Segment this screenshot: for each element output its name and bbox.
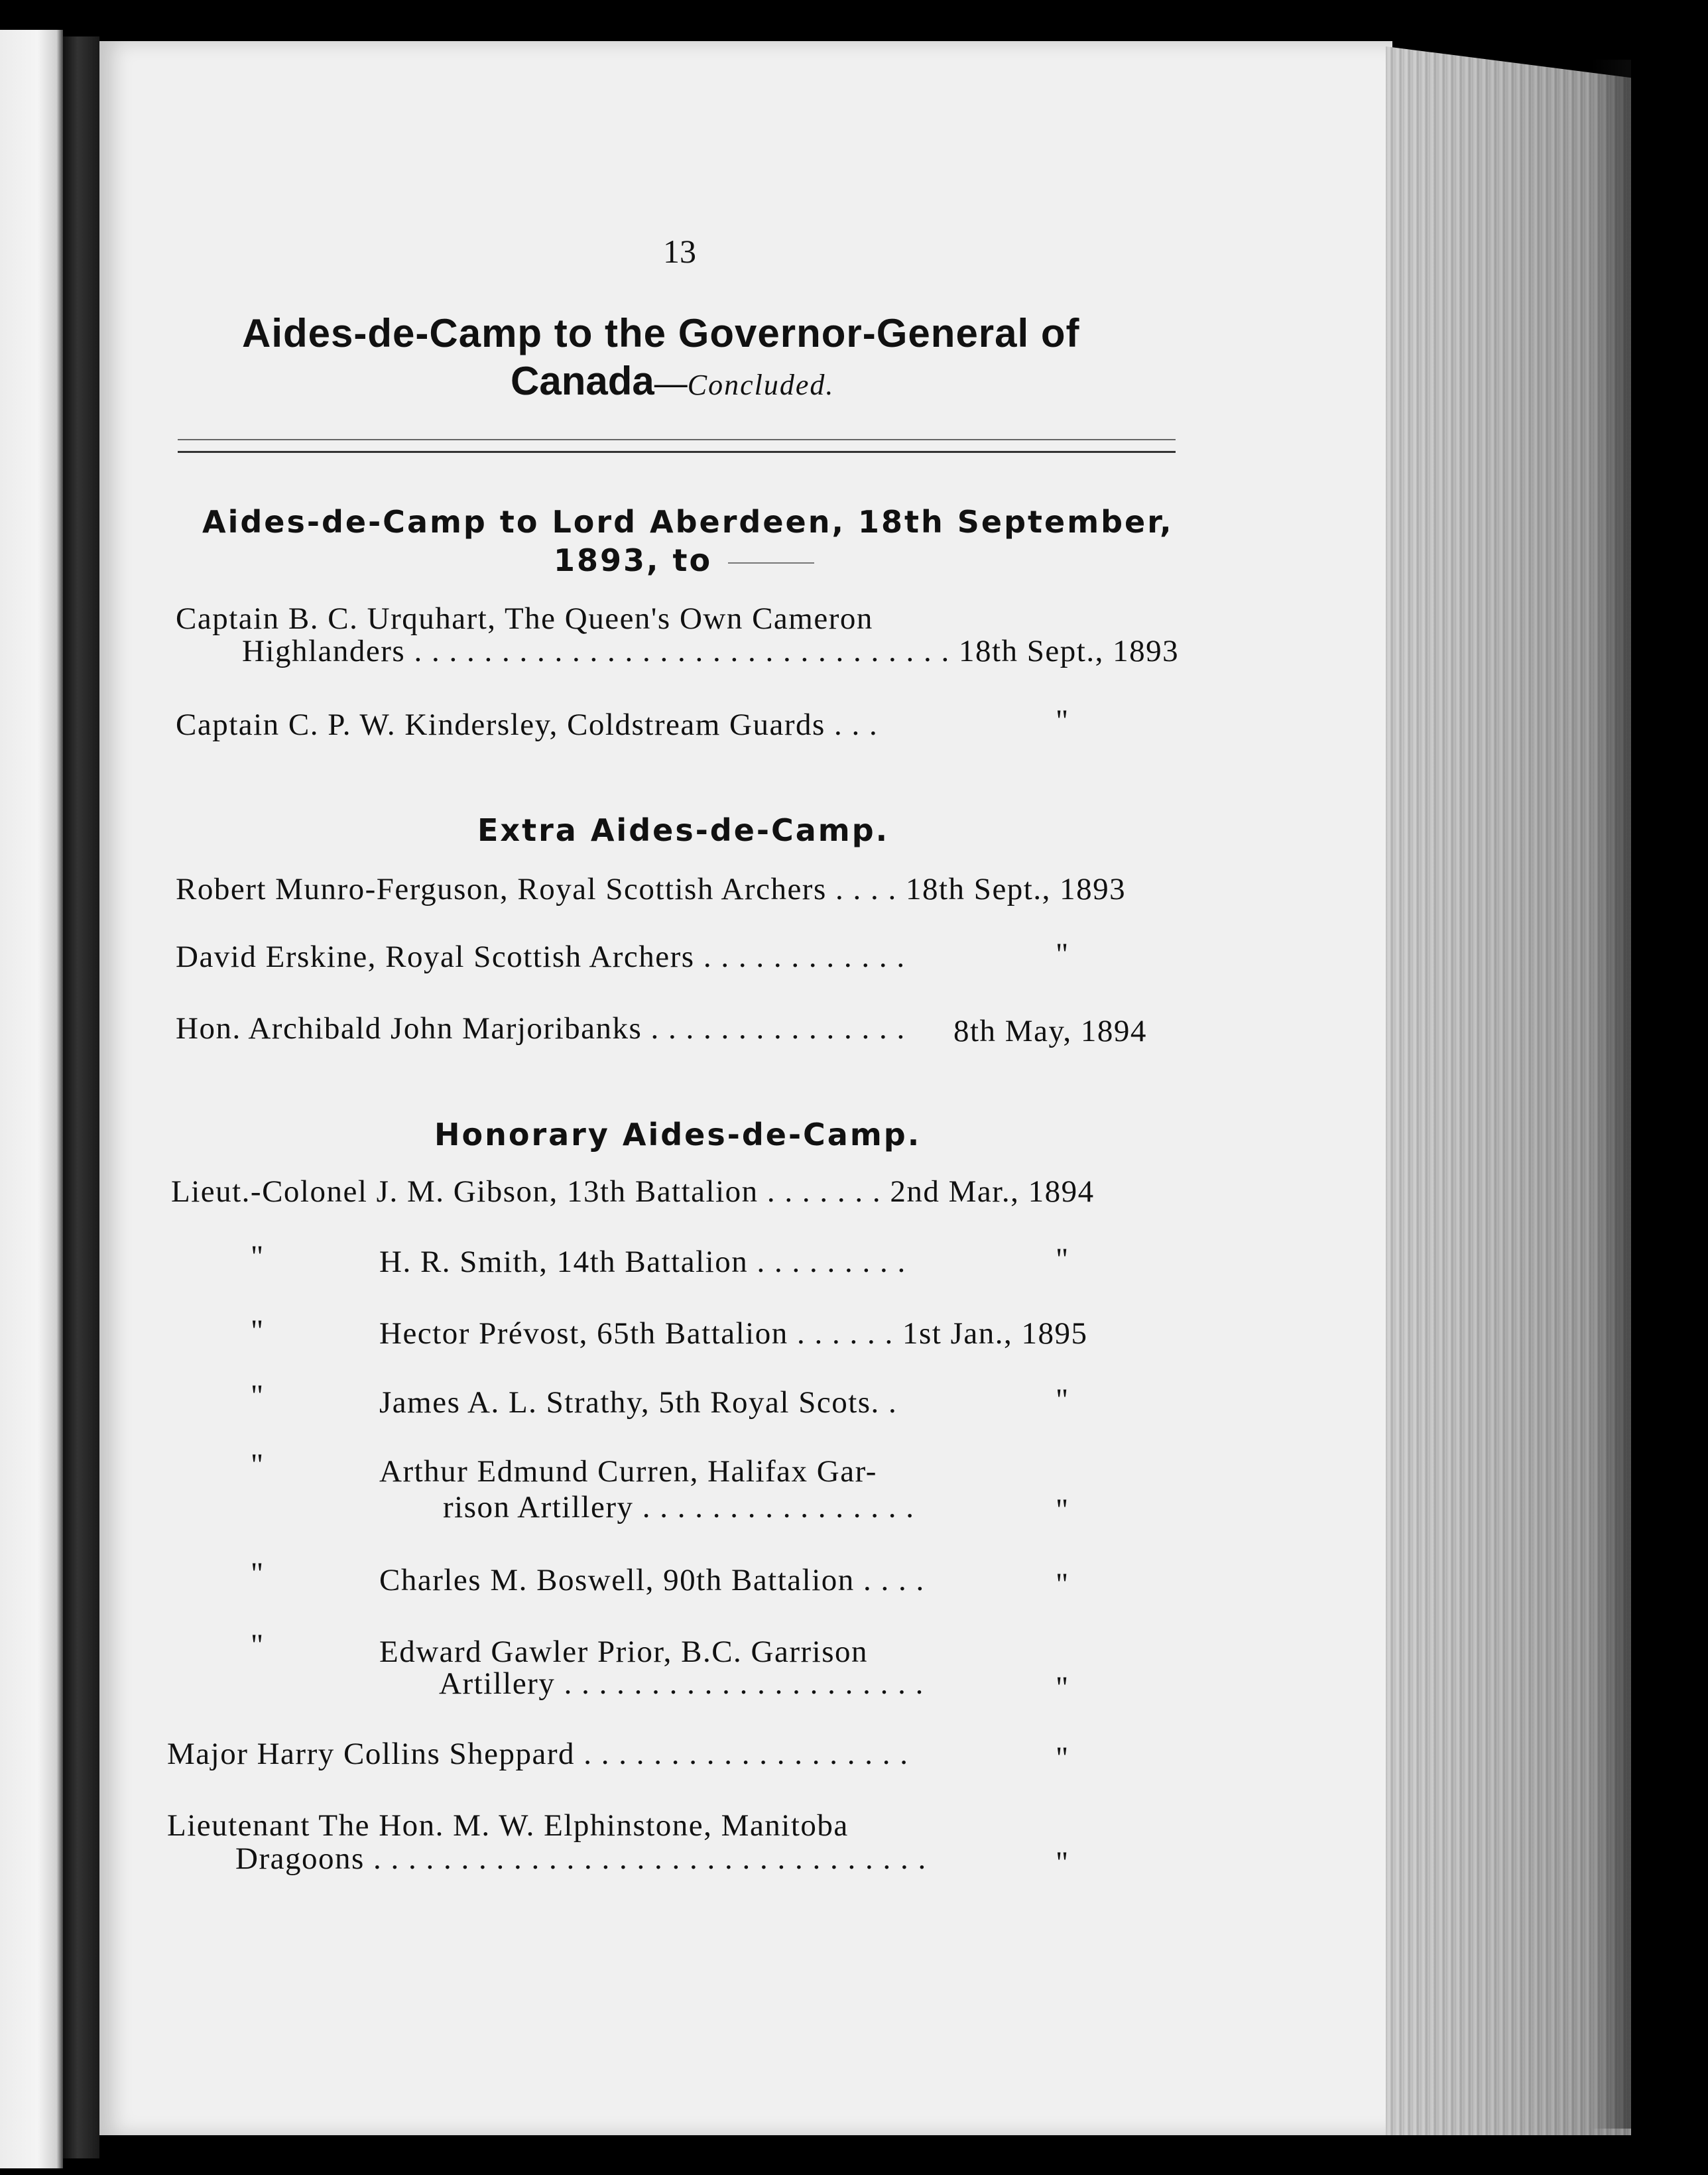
title-concluded: Concluded. [687,369,835,401]
ditto-mark: " [1056,937,1069,971]
entry-line: Lieut.-Colonel J. M. Gibson, 13th Battalion . . . . . . . 2nd Mar., 1894 [171,1174,1095,1209]
ditto-mark: " [251,1239,265,1274]
entry-line: Captain B. C. Urquhart, The Queen's Own Cameron [176,601,873,636]
ditto-mark: " [251,1314,265,1348]
section-heading-extra-aides: Extra Aides-de-Camp. [477,812,890,848]
entry-line-continued: rison Artillery . . . . . . . . . . . . . . . . [443,1490,915,1524]
ditto-mark: " [1056,1383,1069,1417]
ditto-mark: " [251,1448,265,1482]
entry-line-continued: Artillery . . . . . . . . . . . . . . . . . . . . . [439,1666,924,1701]
section-heading-aides-de-camp-line2 [554,542,814,578]
entry-line: David Erskine, Royal Scottish Archers . . . . . . . . . . . . [176,940,906,974]
ditto-mark: " [1056,1567,1069,1601]
title-word-canada: Canada [511,359,654,403]
title-rule-thick [178,451,1176,453]
entry-line: Captain C. P. W. Kindersley, Coldstream Guards . . . [176,708,879,742]
entry-line: James A. L. Strathy, 5th Royal Scots. . [379,1385,898,1420]
section-heading-honorary-aides: Honorary Aides-de-Camp. [434,1117,922,1152]
ditto-mark: " [1056,1741,1069,1775]
title-dash: — [654,365,688,402]
entry-line: Hon. Archibald John Marjoribanks . . . . . . . . . . . . . . . [176,1011,906,1046]
page-number: 13 [663,233,696,270]
entry-line-continued: Dragoons . . . . . . . . . . . . . . . . . . . . . . . . . . . . . . . . [235,1841,927,1876]
ditto-mark: " [251,1556,265,1591]
page-title: Aides-de-Camp to the Governor-General of [242,311,1080,355]
entry-line-continued: Highlanders . . . . . . . . . . . . . . . . . . . . . . . . . . . . . . . 18th Sept., 1893 [242,634,1180,668]
entry-line: Edward Gawler Prior, B.C. Garrison [379,1635,868,1669]
section-heading-aides-de-camp: Aides-de-Camp to Lord Aberdeen, 18th September, [202,504,1174,540]
blank-date-line [728,562,814,564]
ditto-mark: " [1056,1242,1069,1276]
entry-line: Major Harry Collins Sheppard . . . . . . . . . . . . . . . . . . . [167,1737,909,1771]
entry-line: Lieutenant The Hon. M. W. Elphinstone, Manitoba [167,1808,849,1843]
entry-line: Arthur Edmund Curren, Halifax Gar- [379,1454,877,1489]
entry-line: Robert Munro-Ferguson, Royal Scottish Archers . . . . 18th Sept., 1893 [176,872,1127,906]
facing-page-edge [0,30,63,2168]
entry-line: Charles M. Boswell, 90th Battalion . . . . [379,1563,925,1597]
section-heading-date: 1893, to [554,542,713,578]
ditto-mark: " [251,1628,265,1662]
entry-line: H. R. Smith, 14th Battalion . . . . . . . . . [379,1245,906,1279]
ditto-mark: " [1056,1670,1069,1705]
entry-line: Hector Prévost, 65th Battalion . . . . . . 1st Jan., 1895 [379,1316,1088,1351]
entry-date: 8th May, 1894 [953,1014,1147,1048]
title-rule-thin [178,439,1176,440]
ditto-mark: " [1056,704,1069,738]
page-block-shadow [1591,60,1631,2129]
ditto-mark: " [1056,1845,1069,1880]
ditto-mark: " [1056,1493,1069,1527]
ditto-mark: " [251,1379,265,1413]
page-title-continued [511,358,834,404]
book-gutter [63,36,99,2158]
